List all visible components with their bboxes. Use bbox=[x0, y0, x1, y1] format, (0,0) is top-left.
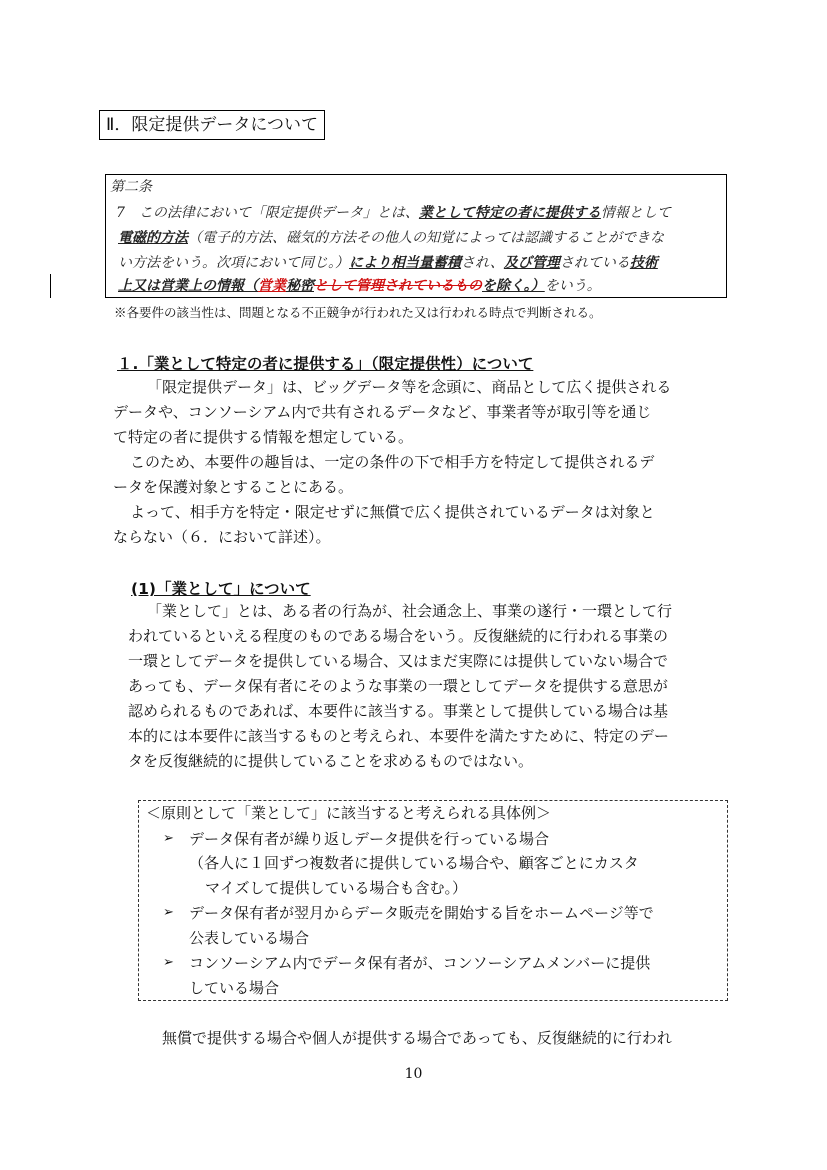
law-emphasis: 技術 bbox=[629, 255, 658, 271]
section-title: Ⅱ．限定提供データについて bbox=[99, 110, 325, 140]
examples-title: ＜原則として「業として」に該当すると考えられる具体例＞ bbox=[146, 804, 552, 822]
paragraph-line: ータを保護対象とすることにある。 bbox=[113, 478, 354, 496]
example-item-cont: 公表している場合 bbox=[189, 929, 310, 947]
law-emphasis: により相当量蓄積 bbox=[349, 255, 461, 271]
revision-deleted: として管理されているもの bbox=[314, 278, 482, 294]
paragraph-line: われているといえる程度のものである場合をいう。反復継続的に行われる事業の bbox=[128, 627, 669, 645]
law-line-1 bbox=[116, 203, 671, 223]
law-emphasis: 秘密 bbox=[286, 278, 314, 294]
heading-2: (1)「業として」について bbox=[131, 580, 311, 598]
law-line-4 bbox=[118, 276, 601, 296]
heading-1: １.「業として特定の者に提供する」（限定提供性）について bbox=[117, 355, 534, 373]
paragraph-line: 認められるものであれば、本要件に該当する。事業として提供している場合は基 bbox=[128, 702, 669, 720]
paragraph-line: 一環としてデータを提供している場合、又はまだ実際には提供していない場合で bbox=[128, 652, 669, 670]
law-line-3 bbox=[118, 253, 658, 273]
law-text: をいう。 bbox=[544, 278, 601, 294]
law-text: い方法をいう。次項において同じ。） bbox=[118, 255, 349, 271]
law-emphasis: 及び管理 bbox=[503, 255, 560, 271]
law-article-box bbox=[105, 174, 727, 298]
example-item-cont: している場合 bbox=[189, 979, 280, 997]
law-emphasis: 上又は営業上の情報（ bbox=[118, 278, 258, 294]
revision-margin-marker bbox=[50, 274, 51, 298]
law-text: （電子的方法、磁気的方法その他人の知覚によっては認識することができな bbox=[188, 230, 664, 246]
law-heading: 第二条 bbox=[110, 179, 152, 195]
example-item-sub: （各人に１回ずつ複数者に提供している場合や、顧客ごとにカスタ bbox=[189, 854, 639, 872]
revision-inserted: 営業 bbox=[258, 278, 286, 294]
arrow-bullet-icon: ➢ bbox=[163, 905, 174, 920]
law-emphasis: 電磁的方法 bbox=[118, 230, 188, 246]
example-item: データ保有者が繰り返しデータ提供を行っている場合 bbox=[189, 830, 550, 848]
note: ※各要件の該当性は、問題となる不正競争が行われた又は行われる時点で判断される。 bbox=[114, 305, 602, 320]
paragraph-line: データや、コンソーシアム内で共有されるデータなど、事業者等が取引等を通じ bbox=[113, 403, 652, 421]
law-emphasis: を除く。） bbox=[482, 278, 545, 294]
law-text: 7 この法律において「限定提供データ」とは、 bbox=[116, 205, 419, 221]
law-emphasis: 業として特定の者に提供する bbox=[418, 205, 601, 221]
paragraph-line: 本的には本要件に該当するものと考えられ、本要件を満たすために、特定のデー bbox=[128, 727, 669, 745]
arrow-bullet-icon: ➢ bbox=[163, 831, 174, 846]
paragraph-line: 「業として」とは、ある者の行為が、社会通念上、事業の遂行・一環として行 bbox=[147, 602, 673, 620]
paragraph-line: 「限定提供データ」は、ビッグデータ等を念頭に、商品として広く提供される bbox=[147, 378, 672, 396]
law-text: 情報として bbox=[600, 205, 671, 221]
page-number: 10 bbox=[404, 1066, 423, 1082]
example-item-sub: マイズして提供している場合も含む。） bbox=[205, 879, 468, 897]
law-text: されている bbox=[559, 255, 630, 271]
example-item: コンソーシアム内でデータ保有者が、コンソーシアムメンバーに提供 bbox=[189, 954, 651, 972]
paragraph-line: 無償で提供する場合や個人が提供する場合であっても、反復継続的に行われ bbox=[162, 1029, 672, 1047]
arrow-bullet-icon: ➢ bbox=[163, 955, 174, 970]
paragraph-line: ならない（６．において詳述）。 bbox=[113, 528, 331, 546]
paragraph-line: あっても、データ保有者にそのような事業の一環としてデータを提供する意思が bbox=[128, 677, 668, 695]
paragraph-line: て特定の者に提供する情報を想定している。 bbox=[113, 428, 414, 446]
paragraph-line: よって、相手方を特定・限定せずに無償で広く提供されているデータは対象と bbox=[130, 503, 655, 521]
law-line-2 bbox=[118, 228, 664, 248]
example-item: データ保有者が翌月からデータ販売を開始する旨をホームページ等で bbox=[189, 904, 654, 922]
law-text: され、 bbox=[461, 255, 504, 271]
paragraph-line: このため、本要件の趣旨は、一定の条件の下で相手方を特定して提供されるデ bbox=[130, 453, 655, 471]
paragraph-line: タを反復継続的に提供していることを求めるものではない。 bbox=[128, 752, 534, 770]
examples-box bbox=[138, 800, 728, 1001]
